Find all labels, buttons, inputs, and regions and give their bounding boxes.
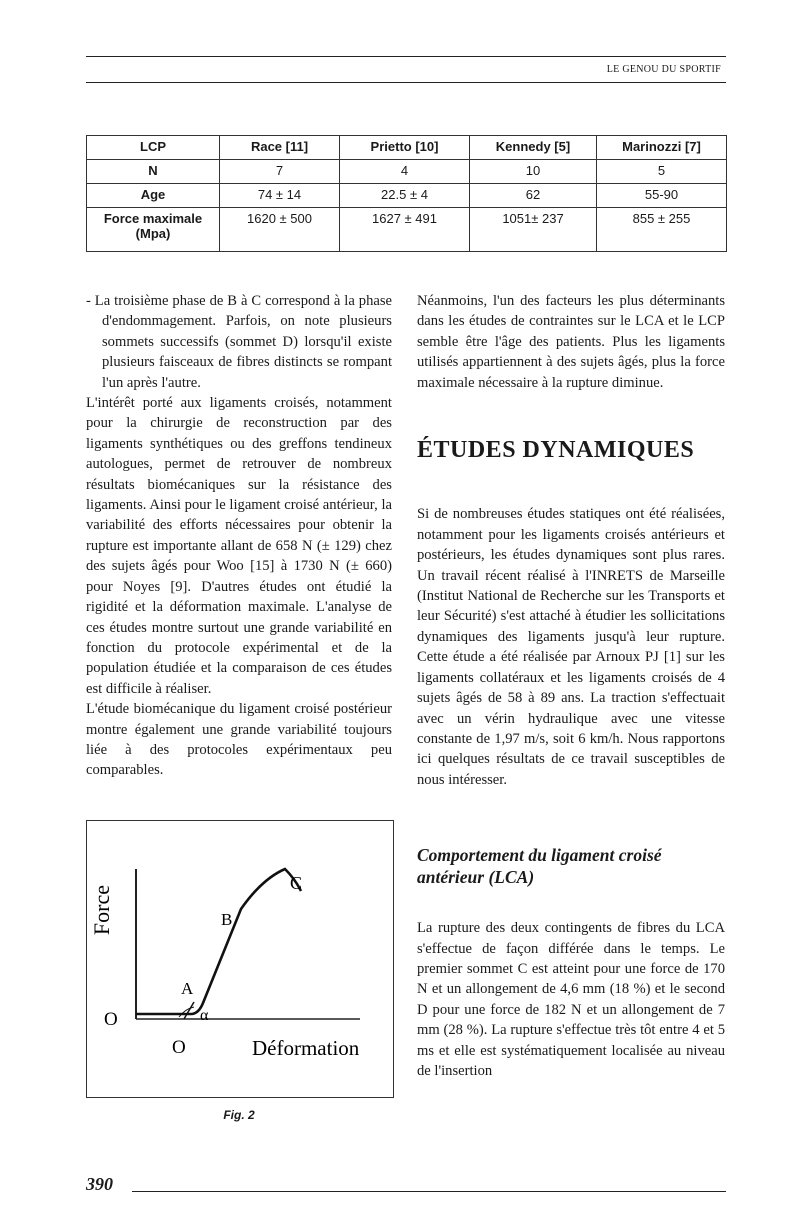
force-deformation-diagram <box>87 821 393 1097</box>
paragraph: - La troisième phase de B à C correspond à la phase d'endommagement. Parfois, on note plusieurs sommets successifs (sommet D) lorsqu'il existe plusieurs faisceaux de fibres distincts se rompant l'un après l'autre. <box>86 293 392 391</box>
header-rule <box>86 56 726 57</box>
origin-x-label: O <box>172 1037 186 1058</box>
table-cell: 10 <box>470 160 597 184</box>
table-header-cell: Kennedy [5] <box>470 136 597 160</box>
table-cell: 1627 ± 491 <box>340 208 470 252</box>
x-axis-label: Déformation <box>252 1036 360 1060</box>
table-row-label: Age <box>87 184 220 208</box>
ligament-force-table <box>86 135 727 252</box>
table-cell: 62 <box>470 184 597 208</box>
table-header-cell: Prietto [10] <box>340 136 470 160</box>
table-header-cell: Marinozzi [7] <box>597 136 727 160</box>
table-cell: 74 ± 14 <box>220 184 340 208</box>
table-header-row <box>87 136 727 160</box>
point-a-label: A <box>181 979 194 998</box>
table-row <box>87 160 727 184</box>
right-text-column <box>417 291 725 1081</box>
paragraph: L'étude biomécanique du ligament croisé postérieur montre également une grande variabilité toujours liée à des protocoles expérimentaux peu comparables. <box>86 701 392 779</box>
point-b-label: B <box>221 910 233 929</box>
page-number: 390 <box>86 1174 113 1194</box>
table-cell: 1620 ± 500 <box>220 208 340 252</box>
section-heading: ÉTUDES DYNAMIQUES <box>417 437 695 464</box>
paragraph: Néanmoins, l'un des facteurs les plus déterminants dans les études de contraintes sur le LCA et le LCP semble être l'âge des patients. Plus les ligaments utilisés appartiennent à des sujets âgés, plus la force maximale nécessaire à la rupture diminue. <box>417 293 725 391</box>
header-rule-bottom <box>86 82 726 83</box>
footer-rule <box>132 1191 726 1192</box>
table-row <box>87 208 727 252</box>
figure-caption: Fig. 2 <box>223 1108 255 1122</box>
table-header-cell: LCP <box>87 136 220 160</box>
origin-y-label: O <box>104 1009 118 1030</box>
table-cell: 855 ± 255 <box>597 208 727 252</box>
table-row-label: Force maximale (Mpa) <box>87 208 220 252</box>
paragraph: La rupture des deux contingents de fibres du LCA s'effectue de façon différée dans le temps. Le premier sommet C est atteint pour une force de 170 N et un allongement de 4,6 mm (18 %) et le second D pour une force de 182 N et un allongement de 7 mm (28 %). La rupture s'effectue très tôt entre 4 et 5 ms et elle est systématiquement localisée au niveau de l'insertion <box>417 920 725 1079</box>
table-row-label: N <box>87 160 220 184</box>
angle-label: α <box>200 1007 209 1024</box>
table-cell: 55-90 <box>597 184 727 208</box>
subsection-heading: Comportement du ligament croisé antérieur (LCA) <box>417 845 662 888</box>
paragraph: Si de nombreuses études statiques ont été réalisées, notamment pour les ligaments croisés antérieurs et postérieurs, les études dynamiques sont plus rares. Un travail récent réalisé à l'INRETS de Marseille (Institut National de Recherche sur les Transports et leur Sécurité) s'est attaché à étudier les sollicitations dynamiques des ligaments jusqu'à leur rupture. Cette étude a été réalisée par Arnoux PJ [1] sur les ligaments collatéraux et les ligaments croisés de 4 sujets âgés de 58 à 89 ans. La traction s'effectuait avec un vérin hydraulique avec une vitesse constante de 1,97 m/s, soit 6 km/h. Nous rapportons ici quelques résultats de ce travail susceptibles de nous intéresser. <box>417 506 725 788</box>
table-cell: 7 <box>220 160 340 184</box>
paragraph: L'intérêt porté aux ligaments croisés, notamment pour la chirurgie de reconstruction par des ligaments synthétiques ou des greffons tendineux autologues, permet de retrouver de nombreux résultats biomécaniques sur la résistance des ligaments. Ainsi pour le ligament croisé antérieur, la variabilité des efforts nécessaires pour obtenir la rupture est importante allant de 658 N (± 129) chez des sujets âgés pour Woo [15] à 1730 N (± 660) pour Noyes [9]. D'autres études ont étudié la rigidité et la déformation maximale. L'analyse de ces études montre surtout une grande variabilité en fonction du protocole expérimental et de la population étudiée et la comparaison de ces études est difficile à réaliser. <box>86 395 392 697</box>
figure-frame <box>86 820 394 1098</box>
table-cell: 4 <box>340 160 470 184</box>
table-cell: 22.5 ± 4 <box>340 184 470 208</box>
stress-strain-curve <box>136 869 301 1014</box>
running-header: LE GENOU DU SPORTIF <box>606 64 721 75</box>
table-row <box>87 184 727 208</box>
y-axis-label: Force <box>89 885 114 936</box>
table-header-cell: Race [11] <box>220 136 340 160</box>
table-cell: 1051± 237 <box>470 208 597 252</box>
table-cell: 5 <box>597 160 727 184</box>
left-text-column <box>86 291 392 781</box>
point-c-label: C <box>290 873 303 893</box>
